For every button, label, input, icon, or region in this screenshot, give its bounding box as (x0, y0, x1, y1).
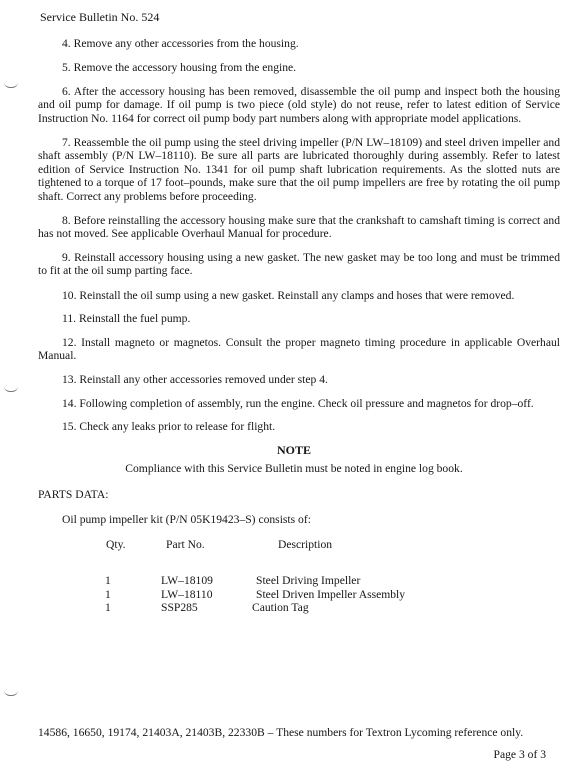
column-header-qty: Qty. (106, 538, 126, 551)
step-9: 9. Reinstall accessory housing using a new gasket. The new gasket may be too long and must be trimmed to fit at the oil sump parting face. (38, 251, 560, 278)
step-8: 8. Before reinstalling the accessory housing make sure that the crankshaft to camshaft timing is correct and has not moved. See applicable Overhaul Manual for procedure. (38, 214, 560, 241)
binder-hole-mark (4, 386, 18, 392)
bulletin-title: Service Bulletin No. 524 (40, 10, 160, 24)
step-13: 13. Reinstall any other accessories removed under step 4. (62, 373, 328, 386)
binder-hole-mark (4, 82, 18, 88)
row-qty: 1 (105, 588, 111, 601)
step-10: 10. Reinstall the oil sump using a new gasket. Reinstall any clamps and hoses that were removed. (62, 289, 515, 302)
step-5: 5. Remove the accessory housing from the engine. (62, 61, 297, 74)
step-6: 6. After the accessory housing has been removed, disassemble the oil pump and inspect both the housing and oil pump for damage. If oil pump is two piece (old style) do not reuse, refer to latest edition of Service Instruction No. 1164 for correct oil pump body part numbers along with appropriate model applications. (38, 85, 560, 125)
step-14: 14. Following completion of assembly, run the engine. Check oil pressure and magnetos for drop–off. (62, 397, 534, 410)
row-part-no: LW–18109 (161, 574, 213, 587)
row-part-no: LW–18110 (161, 588, 213, 601)
step-11: 11. Reinstall the fuel pump. (62, 312, 191, 325)
kit-description: Oil pump impeller kit (P/N 05K19423–S) consists of: (62, 513, 311, 526)
row-part-no: SSP285 (161, 601, 198, 614)
row-description: Steel Driven Impeller Assembly (256, 588, 406, 601)
step-12: 12. Install magneto or magnetos. Consult the proper magneto timing procedure in applicable Overhaul Manual. (38, 336, 560, 363)
binder-hole-mark (4, 690, 18, 696)
row-description: Caution Tag (252, 601, 309, 614)
row-description: Steel Driving Impeller (256, 574, 361, 587)
column-header-description: Description (278, 538, 333, 551)
note-text: Compliance with this Service Bulletin must be noted in engine log book. (125, 462, 463, 475)
step-7: 7. Reassemble the oil pump using the steel driving impeller (P/N LW–18109) and steel driven impeller and shaft assembly (P/N LW–18110). Be sure all parts are lubricated thoroughly during assembly. Refer to latest edition of Service Instruction No. 1341 for oil pump shaft lubrication requirements. As the slotted nuts are tightened to a torque of 17 foot–pounds, make sure that the oil pump impellers are free by rotating the oil pump shaft. Correct any problems before proceeding. (38, 136, 560, 203)
note-title: NOTE (276, 443, 311, 457)
reference-numbers: 14586, 16650, 19174, 21403A, 21403B, 22330B – These numbers for Textron Lycoming reference only. (38, 726, 524, 739)
step-4: 4. Remove any other accessories from the housing. (62, 37, 299, 50)
step-15: 15. Check any leaks prior to release for flight. (62, 420, 276, 433)
parts-heading: PARTS DATA: (38, 488, 109, 501)
row-qty: 1 (105, 574, 111, 587)
page-number: Page 3 of 3 (493, 748, 546, 761)
row-qty: 1 (105, 601, 111, 614)
column-header-part-no: Part No. (166, 538, 205, 551)
